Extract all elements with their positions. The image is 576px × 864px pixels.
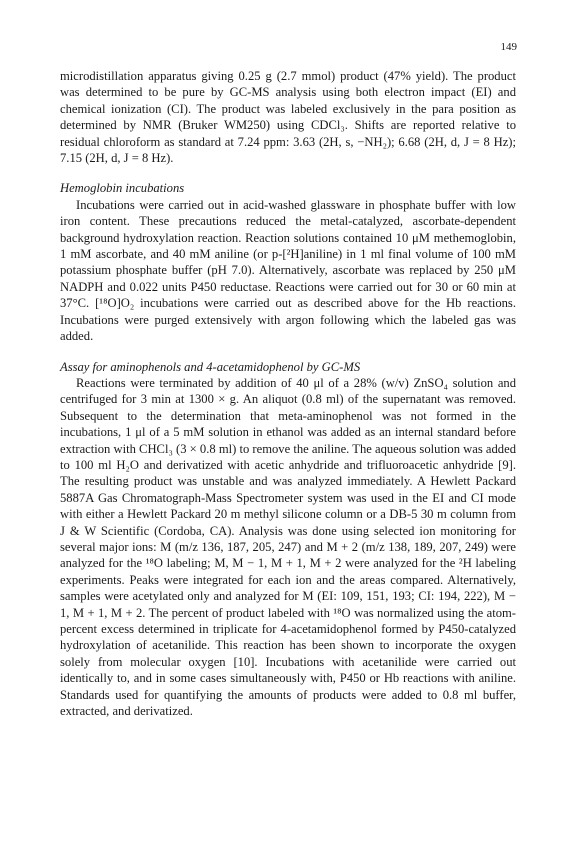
page-number: 149 [500, 41, 517, 53]
section-heading-hemoglobin: Hemoglobin incubations [60, 181, 185, 196]
section-heading-assay: Assay for aminophenols and 4-acetamidophenol by GC-MS [60, 359, 361, 374]
paragraph-assay: Reactions were terminated by addition of 40 μl of a 28% (w/v) ZnSO₄ solution and centrifuged for 3 min at 1300 × g. An aliquot (0.8 ml) of the supernatant was removed. Subsequent to the determination that meta-aminophenol was not formed in the incubations, 1 μl of a 5 mM solution in ethanol was added as an internal standard before extraction with CHCl₃ (3 × 0.8 ml) to remove the aniline. The aqueous solution was added to 100 ml H₂O and derivatized with acetic anhydride and trifluoroacetic anhydride [9]. The resulting product was unstable and was analyzed immediately. A Hewlett Packard 5887A Gas Chromatograph-Mass Spectrometer system was used in the EI and CI mode with either a Hewlett Packard 20 m methyl silicone column or a DB-5 30 m column from J & W Scientific (Cordoba, CA). Analysis was done using selected ion monitoring for several major ions: M (m/z 136, 187, 205, 247) and M + 2 (m/z 138, 189, 207, 249) were analyzed for the ¹⁸O labeling; M, M − 1, M + 1, M + 2 were analyzed for the ²H labeling experiments. Peaks were integrated for each ion and the areas compared. Alternatively, samples were acetylated only and analyzed for M (EI: 109, 151, 193; CI: 194, 222), M − 1, M + 1, M + 2. The percent of product labeled with ¹⁸O was normalized using the atom-percent excess determined in triplicate for 4-acetamidophenol formed by P450-catalyzed hydroxylation of acetanilide. This reaction has been shown to incorporate the oxygen solely from molecular oxygen [10]. Incubations with acetanilide were carried out identically to, and in some cases simultaneously with, P450 or Hb reactions with aniline. Standards used for quantifying the amounts of products were added to 0.8 ml buffer, extracted, and derivatized. [60, 375, 516, 719]
body-text [60, 68, 516, 719]
paragraph-intro: microdistillation apparatus giving 0.25 g (2.7 mmol) product (47% yield). The product was determined to be pure by GC-MS analysis using both electron impact (EI) and chemical ionization (CI). The product was labeled exclusively in the para position as determined by NMR (Bruker WM250) using CDCl₃. Shifts are reported relative to residual chloroform as standard at 7.24 ppm: 3.63 (2H, s, −NH₂); 6.68 (2H, d, J = 8 Hz); 7.15 (2H, d, J = 8 Hz). [60, 69, 516, 166]
paragraph-hemoglobin: Incubations were carried out in acid-washed glassware in phosphate buffer with low iron content. These precautions reduced the metal-catalyzed, ascorbate-dependent background hydroxylation reaction. Reaction solutions contained 10 μM methemoglobin, 1 mM ascorbate, and 40 mM aniline (or p-[²H]aniline) in 1 ml final volume of 100 mM potassium phosphate buffer (pH 7.0). Alternatively, ascorbate was replaced by 250 μM NADPH and 0.022 units P450 reductase. Reactions were carried out for 30 or 60 min at 37°C. [¹⁸O]O₂ incubations were carried out as described above for the Hb reactions. Incubations were purged extensively with argon following which the labeled gas was added. [60, 197, 516, 344]
